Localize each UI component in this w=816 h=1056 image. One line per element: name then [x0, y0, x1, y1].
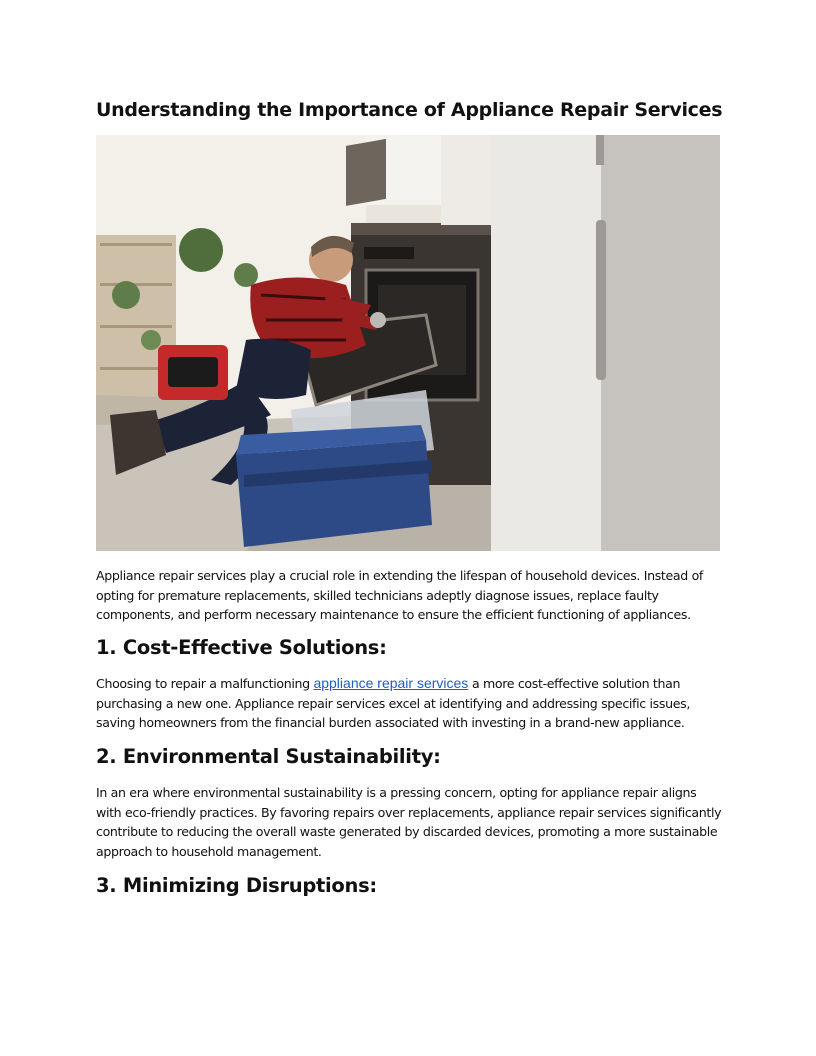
paragraph-text-before-link: Choosing to repair a malfunctioning — [96, 676, 314, 691]
paragraph-text-after-link: a more cost-effective solution than purchasing a new one. Appliance repair services excel at identifying and addressing specific issues, saving homeowners from the financial burden associated with investing in a brand-new appliance. — [96, 676, 690, 730]
section-heading-cost-effective: 1. Cost-Effective Solutions: — [96, 636, 387, 659]
technician-repairing-oven-photo-icon — [96, 135, 720, 551]
hero-image — [96, 135, 720, 551]
section-paragraph-environmental: In an era where environmental sustainability is a pressing concern, opting for appliance repair aligns with eco-friendly practices. By favoring repairs over replacements, appliance repair services significantly contribute to reducing the overall waste generated by discarded devices, promoting a more sustainable approach to household management. — [96, 785, 722, 859]
appliance-repair-services-link[interactable]: appliance repair services — [313, 675, 469, 691]
intro-paragraph: Appliance repair services play a crucial role in extending the lifespan of household devices. Instead of opting for premature replacements, skilled technicians adeptly diagnose issues, replace faulty components, and perform necessary maintenance to ensure the efficient functioning of appliances. — [96, 568, 704, 622]
page-title: Understanding the Importance of Appliance Repair Services — [96, 99, 723, 121]
section-heading-environmental: 2. Environmental Sustainability: — [96, 745, 441, 768]
section-heading-minimizing-disruptions: 3. Minimizing Disruptions: — [96, 874, 377, 897]
section-paragraph-cost-effective — [96, 674, 724, 733]
